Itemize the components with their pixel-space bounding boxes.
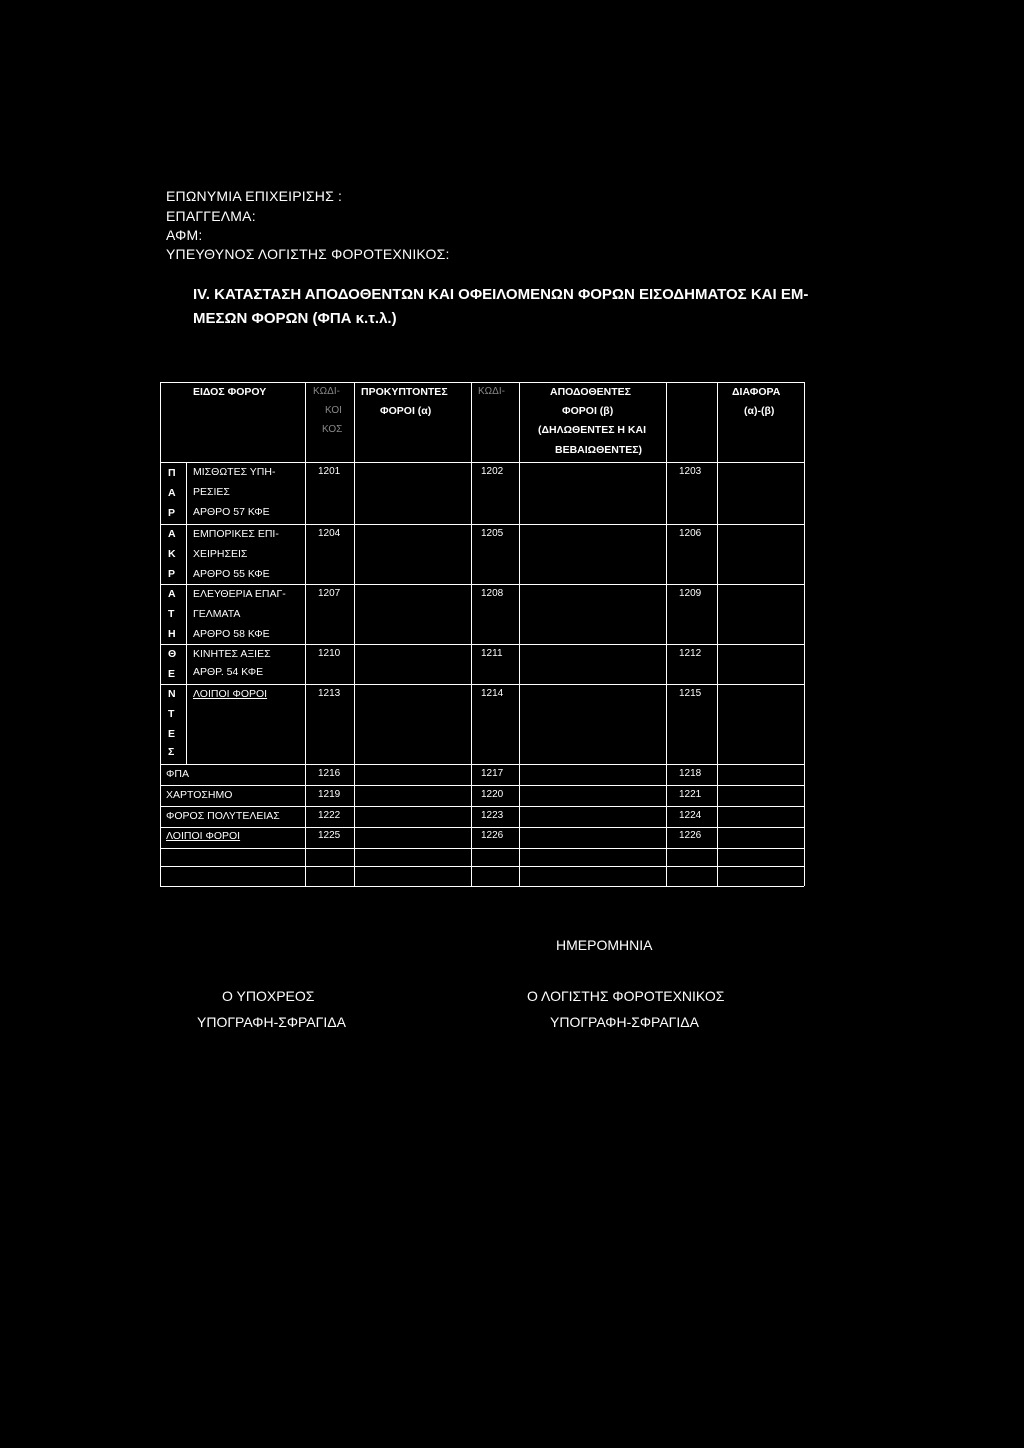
- code-cell: 1204: [318, 528, 341, 539]
- code-cell: 1201: [318, 466, 341, 477]
- row-label-line: ΓΕΛΜΑΤΑ: [193, 608, 241, 620]
- row-label-line: ΧΕΙΡΗΣΕΙΣ: [193, 548, 248, 560]
- code-cell: 1215: [679, 688, 702, 699]
- header-code1-line2: ΚΟΙ: [325, 405, 342, 416]
- code-cell: 1205: [481, 528, 504, 539]
- document-title-line1: IV. ΚΑΤΑΣΤΑΣΗ ΑΠΟΔΟΘΕΝΤΩΝ ΚΑΙ ΟΦΕΙΛΟΜΕΝΩΝ ΦΟΡΩΝ ΕΙΣΟΔΗΜΑΤΟΣ ΚΑΙ ΕΜ-: [193, 286, 809, 303]
- row-label-line: ΑΡΘΡΟ 57 ΚΦΕ: [193, 506, 270, 518]
- side-letter: Ε: [168, 668, 176, 680]
- side-letter: Τ: [168, 608, 175, 620]
- date-label: ΗΜΕΡΟΜΗΝΙΑ: [556, 937, 653, 953]
- code-cell: 1225: [318, 830, 341, 841]
- code-cell: 1202: [481, 466, 504, 477]
- row-label: ΛΟΙΠΟΙ ΦΟΡΟΙ: [166, 830, 241, 842]
- row-label-line: ΑΡΘΡΟ 58 ΚΦΕ: [193, 628, 270, 640]
- code-cell: 1220: [481, 789, 504, 800]
- code-cell: 1203: [679, 466, 702, 477]
- header-paid-line2: ΦΟΡΟΙ (β): [562, 405, 614, 417]
- code-cell: 1222: [318, 810, 341, 821]
- code-cell: 1206: [679, 528, 702, 539]
- row-label: ΧΑΡΤΟΣΗΜΟ: [166, 789, 233, 801]
- side-letter: Ε: [168, 728, 176, 740]
- afm-label: ΑΦΜ:: [166, 227, 203, 243]
- side-letter: Κ: [168, 548, 176, 560]
- code-cell: 1223: [481, 810, 504, 821]
- code-cell: 1212: [679, 648, 702, 659]
- profession-label: ΕΠΑΓΓΕΛΜΑ:: [166, 208, 256, 224]
- side-letter: Ρ: [168, 568, 176, 580]
- obligor-label: Ο ΥΠΟΧΡΕΟΣ: [222, 988, 315, 1004]
- header-difference-line1: ΔΙΑΦΟΡΑ: [732, 386, 781, 398]
- side-letter: Σ: [168, 746, 175, 758]
- side-letter: Θ: [168, 648, 177, 660]
- accountant-signature-label: ΥΠΟΓΡΑΦΗ-ΣΦΡΑΓΙΔΑ: [550, 1014, 699, 1030]
- row-label-line: ΡΕΣΙΕΣ: [193, 486, 230, 498]
- code-cell: 1211: [481, 648, 503, 659]
- code-cell: 1217: [481, 768, 504, 779]
- header-code1-line3: ΚΟΣ: [322, 424, 343, 435]
- code-cell: 1216: [318, 768, 341, 779]
- obligor-signature-label: ΥΠΟΓΡΑΦΗ-ΣΦΡΑΓΙΔΑ: [197, 1014, 346, 1030]
- side-letter: Α: [168, 528, 176, 540]
- code-cell: 1226: [679, 830, 702, 841]
- header-difference-line2: (α)-(β): [744, 405, 775, 417]
- side-letter: Ρ: [168, 507, 176, 519]
- side-letter: Α: [168, 487, 176, 499]
- row-label-line: ΑΡΘΡ. 54 ΚΦΕ: [193, 666, 264, 678]
- row-label: ΦΟΡΟΣ ΠΟΛΥΤΕΛΕΙΑΣ: [166, 810, 280, 822]
- row-label-line: ΚΙΝΗΤΕΣ ΑΞΙΕΣ: [193, 648, 271, 660]
- side-letter: Τ: [168, 708, 175, 720]
- code-cell: 1209: [679, 588, 702, 599]
- code-cell: 1221: [679, 789, 702, 800]
- company-name-label: ΕΠΩΝΥΜΙΑ ΕΠΙΧΕΙΡΙΣΗΣ :: [166, 188, 343, 204]
- row-label-line: ΜΙΣΘΩΤΕΣ ΥΠΗ-: [193, 466, 276, 478]
- code-cell: 1226: [481, 830, 504, 841]
- code-cell: 1218: [679, 768, 702, 779]
- code-cell: 1219: [318, 789, 341, 800]
- code-cell: 1213: [318, 688, 341, 699]
- header-code2: ΚΩΔΙ-: [478, 386, 505, 397]
- code-cell: 1210: [318, 648, 341, 659]
- row-label-line: ΑΡΘΡΟ 55 ΚΦΕ: [193, 568, 270, 580]
- side-letter: Π: [168, 467, 176, 479]
- code-cell: 1208: [481, 588, 504, 599]
- row-label-line: ΛΟΙΠΟΙ ΦΟΡΟΙ: [193, 688, 268, 700]
- code-cell: 1214: [481, 688, 504, 699]
- header-code1-line1: ΚΩΔΙ-: [313, 386, 340, 397]
- header-tax-type: ΕΙΔΟΣ ΦΟΡΟΥ: [193, 386, 267, 398]
- code-cell: 1224: [679, 810, 702, 821]
- header-paid-line4: ΒΕΒΑΙΩΘΕΝΤΕΣ): [555, 444, 643, 456]
- header-resulting-line2: ΦΟΡΟΙ (α): [380, 405, 432, 417]
- accountant-label: ΥΠΕΥΘΥΝΟΣ ΛΟΓΙΣΤΗΣ ΦΟΡΟΤΕΧΝΙΚΟΣ:: [166, 246, 450, 262]
- document-title-line2: ΜΕΣΩΝ ΦΟΡΩΝ (ΦΠΑ κ.τ.λ.): [193, 310, 397, 327]
- side-letter: Ν: [168, 688, 176, 700]
- code-cell: 1207: [318, 588, 341, 599]
- side-letter: Α: [168, 588, 176, 600]
- header-paid-line1: ΑΠΟΔΟΘΕΝΤΕΣ: [550, 386, 631, 398]
- side-letter: Η: [168, 628, 176, 640]
- header-paid-line3: (ΔΗΛΩΘΕΝΤΕΣ Η ΚΑΙ: [538, 424, 647, 436]
- row-label-line: ΕΛΕΥΘΕΡΙΑ ΕΠΑΓ-: [193, 588, 286, 600]
- accountant-signer-label: Ο ΛΟΓΙΣΤΗΣ ΦΟΡΟΤΕΧΝΙΚΟΣ: [527, 988, 725, 1004]
- row-label-line: ΕΜΠΟΡΙΚΕΣ ΕΠΙ-: [193, 528, 279, 540]
- header-resulting-line1: ΠΡΟΚΥΠΤΟΝΤΕΣ: [361, 386, 448, 398]
- row-label: ΦΠΑ: [166, 768, 189, 780]
